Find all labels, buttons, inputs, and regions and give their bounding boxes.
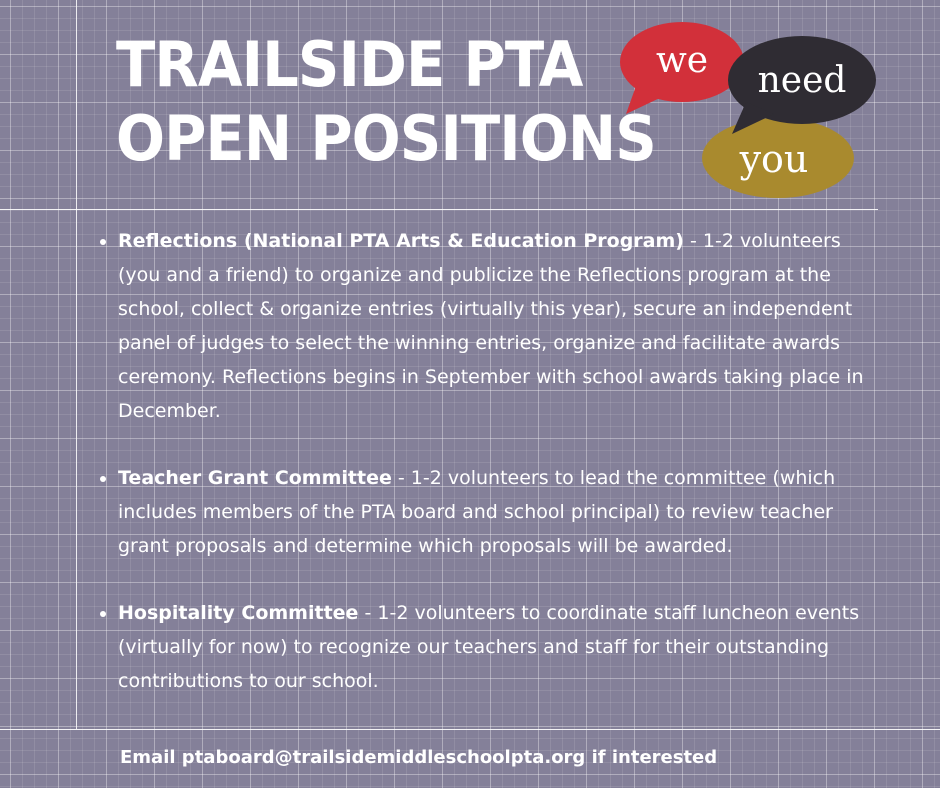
position-description: - 1-2 volunteers (you and a friend) to organize and publicize the Reflections program at the school, collect & organize entries (virtually this year), secure an independent panel of judges to select the winning entries, organize and facilitate awards ceremony. Reflections begins in September with school awards taking place in December. (118, 230, 864, 422)
bullet-icon (100, 476, 106, 482)
page-title (116, 28, 656, 176)
left-vertical-rule (76, 0, 77, 729)
we-bubble (620, 22, 744, 114)
bullet-icon (100, 239, 106, 245)
contact-footer: Email ptaboard@trailsidemiddleschoolpta.org if interested (120, 747, 718, 768)
position-name: Teacher Grant Committee (118, 467, 392, 489)
need-bubble-text: need (757, 60, 847, 101)
need-bubble (728, 36, 876, 134)
position-item-reflections (98, 224, 878, 428)
you-bubble (702, 114, 854, 200)
position-item-hospitality (98, 596, 878, 698)
bullet-icon (100, 611, 106, 617)
position-name: Hospitality Committee (118, 602, 359, 624)
we-need-you-speech-bubbles (606, 10, 886, 200)
position-item-teacher-grant (98, 461, 878, 563)
top-divider (0, 209, 878, 210)
we-bubble-text: we (655, 40, 709, 81)
you-bubble-text: you (739, 137, 809, 181)
position-description: - 1-2 volunteers to coordinate staff luncheon events (virtually for now) to recognize our teachers and staff for their outstanding contributions to our school. (118, 602, 860, 692)
open-positions-list (98, 224, 878, 731)
title-line-1: TRAILSIDE PTA (116, 28, 583, 101)
position-description: - 1-2 volunteers to lead the committee (which includes members of the PTA board and school principal) to review teacher grant proposals and determine which proposals will be awarded. (118, 467, 836, 557)
position-name: Reflections (National PTA Arts & Education Program) (118, 230, 684, 252)
title-line-2: OPEN POSITIONS (116, 102, 656, 175)
